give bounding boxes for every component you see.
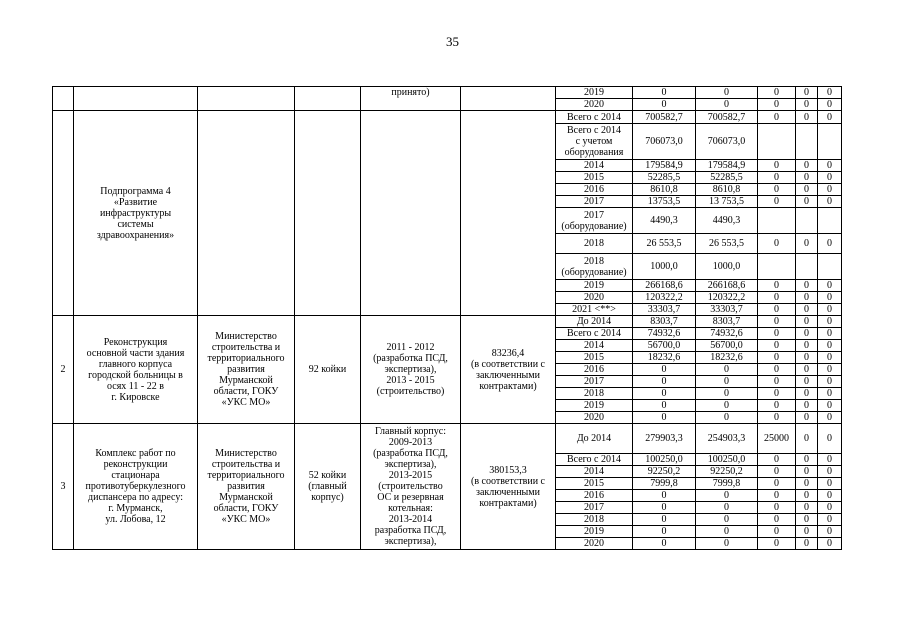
capacity-cell bbox=[295, 87, 361, 111]
value-cell: 0 bbox=[818, 364, 842, 376]
value-cell: 0 bbox=[758, 502, 796, 514]
executor-cell bbox=[198, 87, 295, 111]
value-cell: 0 bbox=[758, 196, 796, 208]
value-cell: 0 bbox=[796, 376, 818, 388]
year-cell: 2018 bbox=[556, 514, 633, 526]
value-cell: 0 bbox=[633, 388, 696, 400]
value-cell: 0 bbox=[796, 490, 818, 502]
year-cell: 2021 <**> bbox=[556, 304, 633, 316]
value-cell: 0 bbox=[758, 538, 796, 550]
value-cell: 0 bbox=[696, 388, 758, 400]
name-cell: Реконструкция основной части здания главного корпуса городской больницы в осях 11 - 22 в г. Кировске bbox=[74, 316, 198, 424]
name-cell: Комплекс работ по реконструкции стационара противотуберкулезного диспансера по адресу: г. Мурманск, ул. Лобова, 12 bbox=[74, 424, 198, 550]
value-cell: 0 bbox=[758, 514, 796, 526]
value-cell: 0 bbox=[633, 538, 696, 550]
value-cell: 0 bbox=[818, 160, 842, 172]
value-cell: 0 bbox=[696, 538, 758, 550]
executor-cell: Министерство строительства и территориального развития Мурманской области, ГОКУ «УКС МО» bbox=[198, 424, 295, 550]
value-cell: 0 bbox=[758, 340, 796, 352]
value-cell: 0 bbox=[758, 234, 796, 254]
value-cell: 0 bbox=[796, 328, 818, 340]
value-cell: 0 bbox=[758, 316, 796, 328]
value-cell: 0 bbox=[818, 99, 842, 111]
num-cell bbox=[53, 87, 74, 111]
value-cell: 0 bbox=[818, 466, 842, 478]
year-cell: 2017 bbox=[556, 376, 633, 388]
year-cell: 2018 (оборудование) bbox=[556, 254, 633, 280]
value-cell bbox=[818, 254, 842, 280]
year-cell: 2019 bbox=[556, 87, 633, 99]
value-cell bbox=[758, 208, 796, 234]
value-cell: 0 bbox=[818, 388, 842, 400]
value-cell: 0 bbox=[758, 412, 796, 424]
value-cell: 0 bbox=[633, 490, 696, 502]
value-cell: 13753,5 bbox=[633, 196, 696, 208]
year-cell: 2019 bbox=[556, 526, 633, 538]
value-cell: 700582,7 bbox=[696, 111, 758, 124]
value-cell: 0 bbox=[818, 490, 842, 502]
year-cell: До 2014 bbox=[556, 424, 633, 454]
value-cell: 0 bbox=[796, 99, 818, 111]
year-cell: Всего с 2014 bbox=[556, 328, 633, 340]
value-cell: 0 bbox=[818, 234, 842, 254]
value-cell: 0 bbox=[633, 400, 696, 412]
year-cell: 2020 bbox=[556, 99, 633, 111]
value-cell: 0 bbox=[818, 538, 842, 550]
value-cell: 0 bbox=[796, 304, 818, 316]
value-cell: 25000 bbox=[758, 424, 796, 454]
value-cell: 120322,2 bbox=[633, 292, 696, 304]
value-cell: 0 bbox=[818, 280, 842, 292]
value-cell: 0 bbox=[758, 454, 796, 466]
year-cell: 2018 bbox=[556, 234, 633, 254]
value-cell: 0 bbox=[796, 514, 818, 526]
value-cell: 0 bbox=[818, 376, 842, 388]
year-cell: 2020 bbox=[556, 412, 633, 424]
executor-cell: Министерство строительства и территориального развития Мурманской области, ГОКУ «УКС МО» bbox=[198, 316, 295, 424]
value-cell: 0 bbox=[796, 172, 818, 184]
year-cell: 2015 bbox=[556, 352, 633, 364]
capacity-cell: 92 койки bbox=[295, 316, 361, 424]
value-cell: 8303,7 bbox=[633, 316, 696, 328]
value-cell: 0 bbox=[758, 376, 796, 388]
value-cell bbox=[758, 124, 796, 160]
value-cell: 0 bbox=[758, 99, 796, 111]
year-cell: 2019 bbox=[556, 280, 633, 292]
value-cell: 0 bbox=[696, 490, 758, 502]
period-cell bbox=[361, 111, 461, 316]
value-cell: 33303,7 bbox=[696, 304, 758, 316]
value-cell: 74932,6 bbox=[696, 328, 758, 340]
value-cell: 0 bbox=[633, 502, 696, 514]
value-cell: 0 bbox=[633, 514, 696, 526]
year-cell: До 2014 bbox=[556, 316, 633, 328]
value-cell: 0 bbox=[818, 400, 842, 412]
value-cell: 0 bbox=[633, 526, 696, 538]
num-cell: 2 bbox=[53, 316, 74, 424]
value-cell: 8610,8 bbox=[696, 184, 758, 196]
value-cell: 0 bbox=[758, 478, 796, 490]
value-cell: 0 bbox=[796, 424, 818, 454]
value-cell: 8610,8 bbox=[633, 184, 696, 196]
year-cell: 2019 bbox=[556, 400, 633, 412]
value-cell: 0 bbox=[696, 364, 758, 376]
value-cell: 1000,0 bbox=[696, 254, 758, 280]
value-cell: 0 bbox=[696, 526, 758, 538]
year-cell: 2015 bbox=[556, 478, 633, 490]
value-cell: 0 bbox=[796, 388, 818, 400]
capacity-cell: 52 койки (главный корпус) bbox=[295, 424, 361, 550]
value-cell: 1000,0 bbox=[633, 254, 696, 280]
value-cell: 0 bbox=[758, 304, 796, 316]
value-cell: 0 bbox=[796, 502, 818, 514]
year-cell: 2017 bbox=[556, 196, 633, 208]
value-cell: 0 bbox=[818, 424, 842, 454]
value-cell: 0 bbox=[818, 172, 842, 184]
year-cell: 2014 bbox=[556, 340, 633, 352]
value-cell: 0 bbox=[818, 352, 842, 364]
value-cell: 0 bbox=[796, 111, 818, 124]
value-cell: 0 bbox=[633, 87, 696, 99]
value-cell: 0 bbox=[758, 292, 796, 304]
value-cell: 706073,0 bbox=[633, 124, 696, 160]
table-row bbox=[53, 111, 842, 124]
value-cell: 0 bbox=[796, 184, 818, 196]
value-cell bbox=[758, 254, 796, 280]
year-cell: 2016 bbox=[556, 184, 633, 196]
value-cell: 0 bbox=[818, 111, 842, 124]
year-cell: 2014 bbox=[556, 160, 633, 172]
value-cell: 0 bbox=[818, 340, 842, 352]
value-cell: 0 bbox=[796, 454, 818, 466]
value-cell: 92250,2 bbox=[696, 466, 758, 478]
name-cell: Подпрограмма 4 «Развитие инфраструктуры системы здравоохранения» bbox=[74, 111, 198, 316]
value-cell: 0 bbox=[818, 412, 842, 424]
value-cell: 0 bbox=[796, 412, 818, 424]
value-cell: 0 bbox=[796, 466, 818, 478]
value-cell: 0 bbox=[696, 99, 758, 111]
value-cell: 0 bbox=[818, 184, 842, 196]
value-cell: 4490,3 bbox=[633, 208, 696, 234]
value-cell: 26 553,5 bbox=[633, 234, 696, 254]
value-cell: 0 bbox=[633, 376, 696, 388]
value-cell: 7999,8 bbox=[633, 478, 696, 490]
page-number: 35 bbox=[446, 34, 459, 49]
value-cell: 0 bbox=[758, 172, 796, 184]
value-cell: 0 bbox=[796, 538, 818, 550]
value-cell: 52285,5 bbox=[633, 172, 696, 184]
value-cell: 0 bbox=[758, 111, 796, 124]
value-cell bbox=[796, 254, 818, 280]
value-cell: 7999,8 bbox=[696, 478, 758, 490]
value-cell: 0 bbox=[633, 364, 696, 376]
year-cell: 2017 (оборудование) bbox=[556, 208, 633, 234]
value-cell: 266168,6 bbox=[633, 280, 696, 292]
value-cell: 0 bbox=[796, 340, 818, 352]
value-cell: 0 bbox=[796, 478, 818, 490]
value-cell: 120322,2 bbox=[696, 292, 758, 304]
value-cell: 56700,0 bbox=[633, 340, 696, 352]
cost-cell: 83236,4 (в соответствии с заключенными контрактами) bbox=[461, 316, 556, 424]
value-cell: 700582,7 bbox=[633, 111, 696, 124]
year-cell: 2018 bbox=[556, 388, 633, 400]
value-cell: 179584,9 bbox=[696, 160, 758, 172]
value-cell: 0 bbox=[758, 160, 796, 172]
value-cell: 0 bbox=[818, 292, 842, 304]
year-cell: Всего с 2014 bbox=[556, 111, 633, 124]
value-cell: 179584,9 bbox=[633, 160, 696, 172]
value-cell: 0 bbox=[796, 316, 818, 328]
value-cell: 0 bbox=[818, 478, 842, 490]
value-cell bbox=[796, 208, 818, 234]
value-cell: 254903,3 bbox=[696, 424, 758, 454]
value-cell: 0 bbox=[818, 304, 842, 316]
value-cell: 0 bbox=[796, 196, 818, 208]
value-cell bbox=[796, 124, 818, 160]
value-cell: 0 bbox=[758, 364, 796, 376]
value-cell: 0 bbox=[758, 328, 796, 340]
value-cell: 0 bbox=[818, 514, 842, 526]
value-cell: 0 bbox=[696, 376, 758, 388]
value-cell: 4490,3 bbox=[696, 208, 758, 234]
value-cell: 33303,7 bbox=[633, 304, 696, 316]
capacity-cell bbox=[295, 111, 361, 316]
num-cell bbox=[53, 111, 74, 316]
value-cell: 0 bbox=[796, 87, 818, 99]
value-cell: 0 bbox=[696, 514, 758, 526]
value-cell: 0 bbox=[696, 87, 758, 99]
value-cell: 13 753,5 bbox=[696, 196, 758, 208]
value-cell: 74932,6 bbox=[633, 328, 696, 340]
year-cell: 2015 bbox=[556, 172, 633, 184]
value-cell: 279903,3 bbox=[633, 424, 696, 454]
value-cell: 0 bbox=[633, 99, 696, 111]
cost-cell bbox=[461, 87, 556, 111]
value-cell: 0 bbox=[818, 316, 842, 328]
year-cell: 2016 bbox=[556, 364, 633, 376]
value-cell: 18232,6 bbox=[633, 352, 696, 364]
value-cell: 0 bbox=[696, 400, 758, 412]
value-cell: 266168,6 bbox=[696, 280, 758, 292]
value-cell: 0 bbox=[758, 526, 796, 538]
year-cell: 2020 bbox=[556, 292, 633, 304]
cost-cell: 380153,3 (в соответствии с заключенными контрактами) bbox=[461, 424, 556, 550]
period-cell: Главный корпус: 2009-2013 (разработка ПСД, экспертиза), 2013-2015 (строительство ОС и резервная котельная: 2013-2014 разработка ПСД, экспертиза), bbox=[361, 424, 461, 550]
value-cell: 92250,2 bbox=[633, 466, 696, 478]
value-cell: 0 bbox=[696, 502, 758, 514]
value-cell: 52285,5 bbox=[696, 172, 758, 184]
year-cell: 2014 bbox=[556, 466, 633, 478]
value-cell: 0 bbox=[818, 454, 842, 466]
value-cell: 8303,7 bbox=[696, 316, 758, 328]
value-cell: 56700,0 bbox=[696, 340, 758, 352]
value-cell: 0 bbox=[758, 352, 796, 364]
year-cell: Всего с 2014 bbox=[556, 454, 633, 466]
value-cell: 18232,6 bbox=[696, 352, 758, 364]
executor-cell bbox=[198, 111, 295, 316]
value-cell: 0 bbox=[758, 87, 796, 99]
value-cell: 100250,0 bbox=[696, 454, 758, 466]
period-cell: 2011 - 2012 (разработка ПСД, экспертиза), 2013 - 2015 (строительство) bbox=[361, 316, 461, 424]
value-cell: 26 553,5 bbox=[696, 234, 758, 254]
value-cell: 0 bbox=[796, 352, 818, 364]
value-cell: 0 bbox=[758, 466, 796, 478]
value-cell: 706073,0 bbox=[696, 124, 758, 160]
name-cell bbox=[74, 87, 198, 111]
value-cell: 0 bbox=[796, 234, 818, 254]
value-cell bbox=[818, 124, 842, 160]
value-cell: 0 bbox=[758, 388, 796, 400]
value-cell: 0 bbox=[796, 400, 818, 412]
value-cell: 0 bbox=[758, 400, 796, 412]
table-row bbox=[53, 424, 842, 454]
value-cell: 0 bbox=[758, 280, 796, 292]
value-cell: 0 bbox=[796, 280, 818, 292]
value-cell: 0 bbox=[796, 292, 818, 304]
year-cell: 2020 bbox=[556, 538, 633, 550]
table-row bbox=[53, 316, 842, 328]
value-cell: 0 bbox=[818, 328, 842, 340]
value-cell: 0 bbox=[633, 412, 696, 424]
year-cell: 2016 bbox=[556, 490, 633, 502]
value-cell: 0 bbox=[818, 196, 842, 208]
program-table bbox=[52, 86, 842, 550]
value-cell bbox=[818, 208, 842, 234]
value-cell: 0 bbox=[696, 412, 758, 424]
value-cell: 0 bbox=[758, 184, 796, 196]
table-row bbox=[53, 87, 842, 99]
num-cell: 3 bbox=[53, 424, 74, 550]
value-cell: 0 bbox=[758, 490, 796, 502]
value-cell: 0 bbox=[796, 526, 818, 538]
period-cell: принято) bbox=[361, 87, 461, 111]
value-cell: 0 bbox=[818, 502, 842, 514]
year-cell: 2017 bbox=[556, 502, 633, 514]
value-cell: 0 bbox=[796, 160, 818, 172]
cost-cell bbox=[461, 111, 556, 316]
value-cell: 0 bbox=[796, 364, 818, 376]
value-cell: 0 bbox=[818, 526, 842, 538]
value-cell: 0 bbox=[818, 87, 842, 99]
value-cell: 100250,0 bbox=[633, 454, 696, 466]
year-cell: Всего с 2014 с учетом оборудования bbox=[556, 124, 633, 160]
